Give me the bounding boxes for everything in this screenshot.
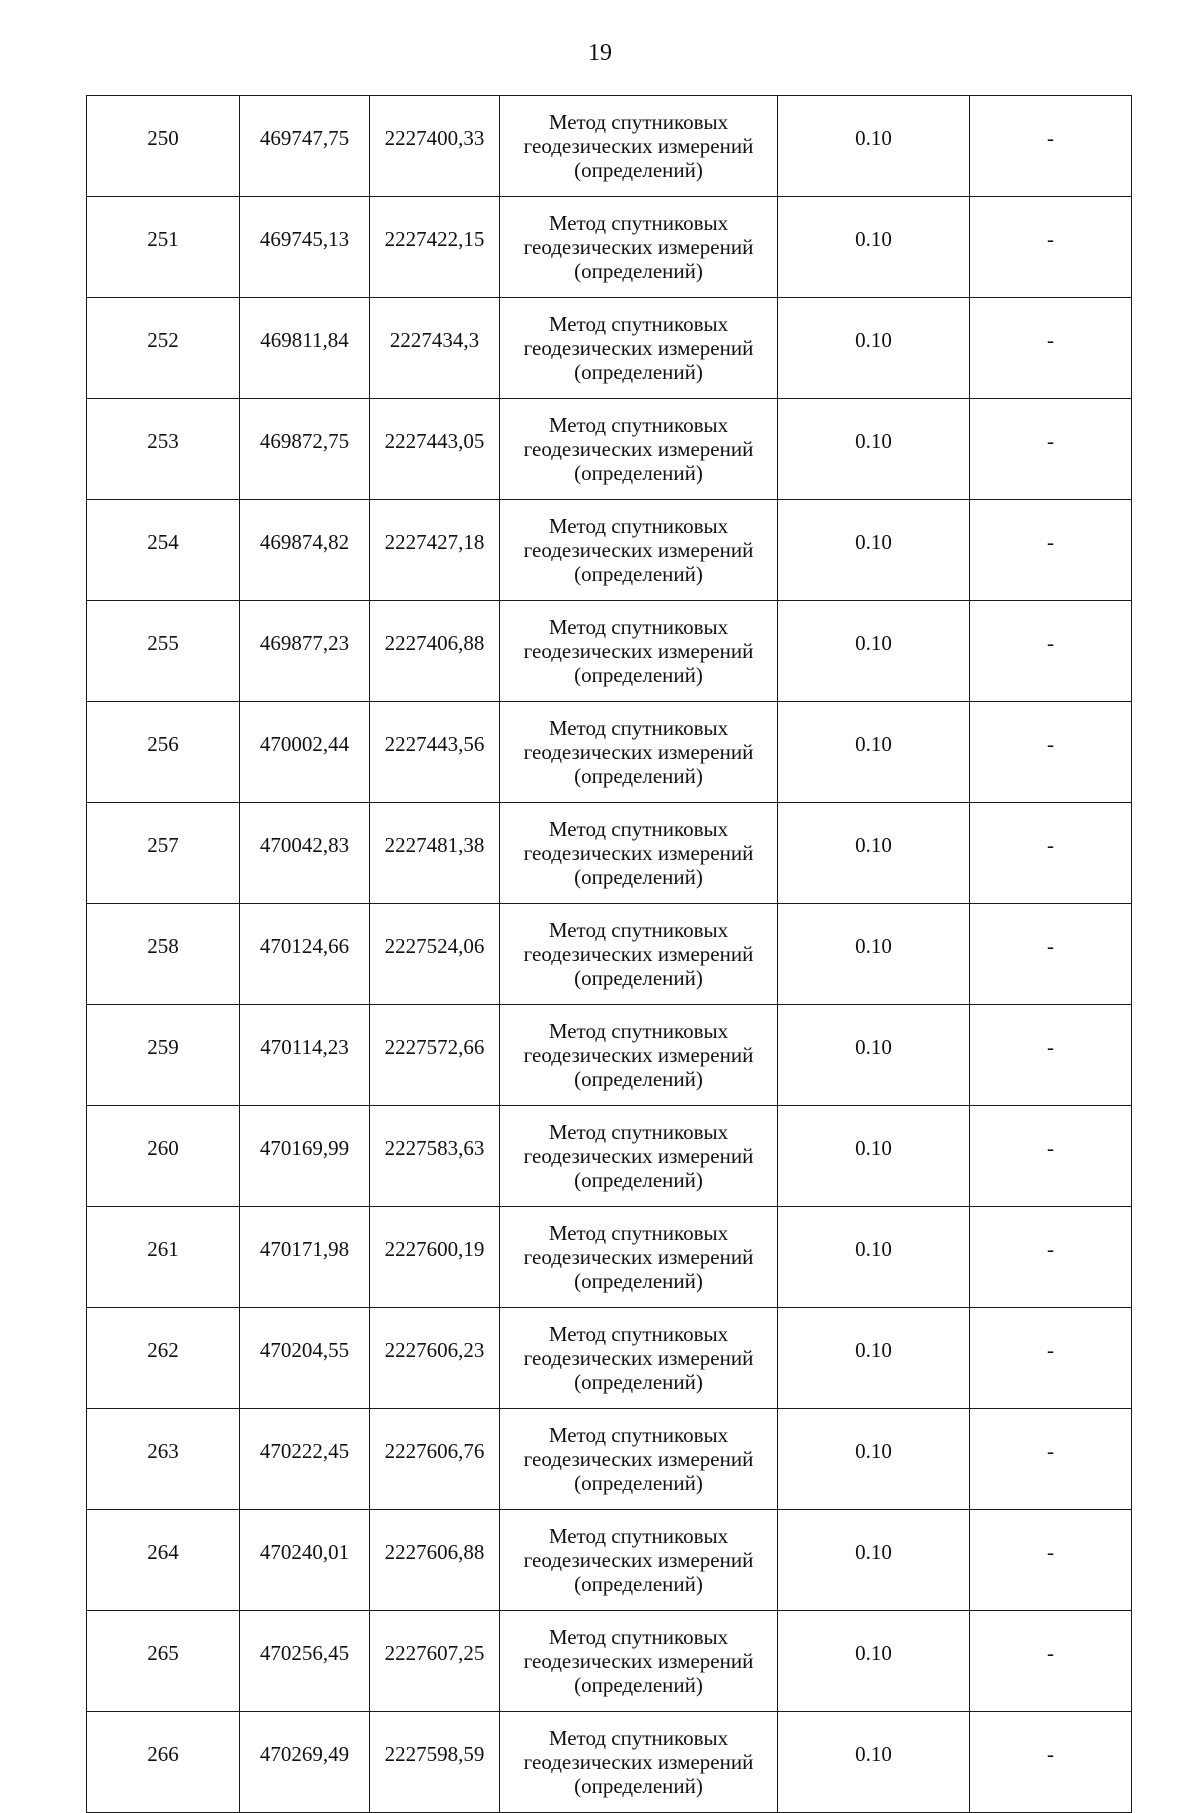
y-coordinate-cell: 2227443,56 bbox=[370, 702, 500, 803]
y-coordinate-cell: 2227583,63 bbox=[370, 1106, 500, 1207]
method-line: Метод спутниковых bbox=[548, 1019, 729, 1043]
method-cell bbox=[500, 298, 778, 399]
y-coordinate-cell: 2227524,06 bbox=[370, 904, 500, 1005]
point-number-cell: 257 bbox=[87, 803, 240, 904]
method-line: (определений) bbox=[574, 1471, 703, 1495]
method-line: геодезических измерений bbox=[523, 1548, 754, 1572]
table-row bbox=[87, 702, 1132, 803]
accuracy-cell: 0.10 bbox=[778, 399, 970, 500]
method-line: Метод спутниковых bbox=[548, 1423, 729, 1447]
x-coordinate-cell: 469745,13 bbox=[240, 197, 370, 298]
extra-cell: - bbox=[970, 601, 1132, 702]
point-number-cell: 261 bbox=[87, 1207, 240, 1308]
x-coordinate-cell: 470042,83 bbox=[240, 803, 370, 904]
x-coordinate-cell: 470204,55 bbox=[240, 1308, 370, 1409]
method-line: Метод спутниковых bbox=[548, 817, 729, 841]
method-line: геодезических измерений bbox=[523, 1346, 754, 1370]
table-row bbox=[87, 96, 1132, 197]
point-number-cell: 256 bbox=[87, 702, 240, 803]
table-row bbox=[87, 1510, 1132, 1611]
method-cell bbox=[500, 1005, 778, 1106]
y-coordinate-cell: 2227606,23 bbox=[370, 1308, 500, 1409]
method-line: (определений) bbox=[574, 259, 703, 283]
accuracy-cell: 0.10 bbox=[778, 601, 970, 702]
point-number-cell: 264 bbox=[87, 1510, 240, 1611]
method-line: геодезических измерений bbox=[523, 1750, 754, 1774]
method-line: Метод спутниковых bbox=[548, 413, 729, 437]
method-cell bbox=[500, 601, 778, 702]
extra-cell: - bbox=[970, 298, 1132, 399]
extra-cell: - bbox=[970, 1005, 1132, 1106]
point-number-cell: 259 bbox=[87, 1005, 240, 1106]
point-number-cell: 266 bbox=[87, 1712, 240, 1813]
method-line: геодезических измерений bbox=[523, 841, 754, 865]
table-row bbox=[87, 1712, 1132, 1813]
point-number-cell: 255 bbox=[87, 601, 240, 702]
method-cell bbox=[500, 702, 778, 803]
method-line: (определений) bbox=[574, 865, 703, 889]
x-coordinate-cell: 470002,44 bbox=[240, 702, 370, 803]
y-coordinate-cell: 2227600,19 bbox=[370, 1207, 500, 1308]
method-cell bbox=[500, 1409, 778, 1510]
extra-cell: - bbox=[970, 1106, 1132, 1207]
method-line: (определений) bbox=[574, 1168, 703, 1192]
method-line: (определений) bbox=[574, 1673, 703, 1697]
method-line: Метод спутниковых bbox=[548, 1120, 729, 1144]
method-cell bbox=[500, 1308, 778, 1409]
accuracy-cell: 0.10 bbox=[778, 1005, 970, 1106]
point-number-cell: 265 bbox=[87, 1611, 240, 1712]
accuracy-cell: 0.10 bbox=[778, 1308, 970, 1409]
method-line: (определений) bbox=[574, 1370, 703, 1394]
method-line: (определений) bbox=[574, 158, 703, 182]
table-row bbox=[87, 1106, 1132, 1207]
table-row bbox=[87, 1409, 1132, 1510]
method-line: (определений) bbox=[574, 663, 703, 687]
accuracy-cell: 0.10 bbox=[778, 1409, 970, 1510]
table-row bbox=[87, 399, 1132, 500]
x-coordinate-cell: 470269,49 bbox=[240, 1712, 370, 1813]
method-line: Метод спутниковых bbox=[548, 110, 729, 134]
accuracy-cell: 0.10 bbox=[778, 904, 970, 1005]
method-line: геодезических измерений bbox=[523, 639, 754, 663]
y-coordinate-cell: 2227422,15 bbox=[370, 197, 500, 298]
method-cell bbox=[500, 1106, 778, 1207]
method-line: (определений) bbox=[574, 461, 703, 485]
y-coordinate-cell: 2227400,33 bbox=[370, 96, 500, 197]
method-line: геодезических измерений bbox=[523, 437, 754, 461]
table-row bbox=[87, 1611, 1132, 1712]
point-number-cell: 260 bbox=[87, 1106, 240, 1207]
method-line: Метод спутниковых bbox=[548, 1524, 729, 1548]
table-row bbox=[87, 197, 1132, 298]
y-coordinate-cell: 2227406,88 bbox=[370, 601, 500, 702]
extra-cell: - bbox=[970, 197, 1132, 298]
table-row bbox=[87, 904, 1132, 1005]
y-coordinate-cell: 2227598,59 bbox=[370, 1712, 500, 1813]
method-cell bbox=[500, 500, 778, 601]
extra-cell: - bbox=[970, 1611, 1132, 1712]
extra-cell: - bbox=[970, 399, 1132, 500]
accuracy-cell: 0.10 bbox=[778, 702, 970, 803]
accuracy-cell: 0.10 bbox=[778, 500, 970, 601]
accuracy-cell: 0.10 bbox=[778, 1207, 970, 1308]
method-line: (определений) bbox=[574, 764, 703, 788]
extra-cell: - bbox=[970, 1510, 1132, 1611]
point-number-cell: 262 bbox=[87, 1308, 240, 1409]
method-line: геодезических измерений bbox=[523, 1649, 754, 1673]
accuracy-cell: 0.10 bbox=[778, 803, 970, 904]
method-cell bbox=[500, 1207, 778, 1308]
method-line: Метод спутниковых bbox=[548, 1221, 729, 1245]
method-line: геодезических измерений bbox=[523, 942, 754, 966]
method-line: (определений) bbox=[574, 562, 703, 586]
method-line: (определений) bbox=[574, 1067, 703, 1091]
method-line: Метод спутниковых bbox=[548, 312, 729, 336]
y-coordinate-cell: 2227481,38 bbox=[370, 803, 500, 904]
method-line: Метод спутниковых bbox=[548, 716, 729, 740]
method-cell bbox=[500, 399, 778, 500]
y-coordinate-cell: 2227606,76 bbox=[370, 1409, 500, 1510]
x-coordinate-cell: 469877,23 bbox=[240, 601, 370, 702]
method-cell bbox=[500, 803, 778, 904]
x-coordinate-cell: 469811,84 bbox=[240, 298, 370, 399]
table-row bbox=[87, 1005, 1132, 1106]
method-line: геодезических измерений bbox=[523, 740, 754, 764]
method-line: Метод спутниковых bbox=[548, 211, 729, 235]
method-line: Метод спутниковых bbox=[548, 615, 729, 639]
y-coordinate-cell: 2227443,05 bbox=[370, 399, 500, 500]
x-coordinate-cell: 469747,75 bbox=[240, 96, 370, 197]
x-coordinate-cell: 470256,45 bbox=[240, 1611, 370, 1712]
method-line: геодезических измерений bbox=[523, 1144, 754, 1168]
coordinates-table-body bbox=[87, 96, 1132, 1813]
accuracy-cell: 0.10 bbox=[778, 1106, 970, 1207]
extra-cell: - bbox=[970, 1308, 1132, 1409]
method-line: геодезических измерений bbox=[523, 1447, 754, 1471]
coordinates-table bbox=[86, 95, 1132, 1813]
y-coordinate-cell: 2227607,25 bbox=[370, 1611, 500, 1712]
extra-cell: - bbox=[970, 96, 1132, 197]
method-line: Метод спутниковых bbox=[548, 1726, 729, 1750]
y-coordinate-cell: 2227606,88 bbox=[370, 1510, 500, 1611]
page-number: 19 bbox=[588, 40, 612, 66]
extra-cell: - bbox=[970, 702, 1132, 803]
method-line: Метод спутниковых bbox=[548, 918, 729, 942]
method-cell bbox=[500, 197, 778, 298]
extra-cell: - bbox=[970, 1207, 1132, 1308]
x-coordinate-cell: 470114,23 bbox=[240, 1005, 370, 1106]
x-coordinate-cell: 470222,45 bbox=[240, 1409, 370, 1510]
accuracy-cell: 0.10 bbox=[778, 96, 970, 197]
method-line: (определений) bbox=[574, 1774, 703, 1798]
accuracy-cell: 0.10 bbox=[778, 298, 970, 399]
table-row bbox=[87, 1207, 1132, 1308]
x-coordinate-cell: 470124,66 bbox=[240, 904, 370, 1005]
y-coordinate-cell: 2227427,18 bbox=[370, 500, 500, 601]
method-line: Метод спутниковых bbox=[548, 1625, 729, 1649]
y-coordinate-cell: 2227572,66 bbox=[370, 1005, 500, 1106]
method-line: геодезических измерений bbox=[523, 1043, 754, 1067]
y-coordinate-cell: 2227434,3 bbox=[370, 298, 500, 399]
method-line: (определений) bbox=[574, 360, 703, 384]
accuracy-cell: 0.10 bbox=[778, 1510, 970, 1611]
method-line: геодезических измерений bbox=[523, 134, 754, 158]
method-cell bbox=[500, 96, 778, 197]
extra-cell: - bbox=[970, 904, 1132, 1005]
point-number-cell: 250 bbox=[87, 96, 240, 197]
accuracy-cell: 0.10 bbox=[778, 197, 970, 298]
point-number-cell: 252 bbox=[87, 298, 240, 399]
extra-cell: - bbox=[970, 500, 1132, 601]
x-coordinate-cell: 469874,82 bbox=[240, 500, 370, 601]
accuracy-cell: 0.10 bbox=[778, 1712, 970, 1813]
method-line: (определений) bbox=[574, 1572, 703, 1596]
method-line: (определений) bbox=[574, 966, 703, 990]
point-number-cell: 258 bbox=[87, 904, 240, 1005]
method-line: геодезических измерений bbox=[523, 336, 754, 360]
table-row bbox=[87, 601, 1132, 702]
method-line: геодезических измерений bbox=[523, 1245, 754, 1269]
method-line: Метод спутниковых bbox=[548, 514, 729, 538]
x-coordinate-cell: 470169,99 bbox=[240, 1106, 370, 1207]
x-coordinate-cell: 469872,75 bbox=[240, 399, 370, 500]
table-row bbox=[87, 803, 1132, 904]
method-cell bbox=[500, 904, 778, 1005]
method-line: геодезических измерений bbox=[523, 235, 754, 259]
table-row bbox=[87, 500, 1132, 601]
x-coordinate-cell: 470240,01 bbox=[240, 1510, 370, 1611]
point-number-cell: 254 bbox=[87, 500, 240, 601]
extra-cell: - bbox=[970, 1409, 1132, 1510]
x-coordinate-cell: 470171,98 bbox=[240, 1207, 370, 1308]
method-cell bbox=[500, 1611, 778, 1712]
method-line: Метод спутниковых bbox=[548, 1322, 729, 1346]
method-cell bbox=[500, 1712, 778, 1813]
table-row bbox=[87, 1308, 1132, 1409]
point-number-cell: 253 bbox=[87, 399, 240, 500]
method-line: геодезических измерений bbox=[523, 538, 754, 562]
table-row bbox=[87, 298, 1132, 399]
point-number-cell: 263 bbox=[87, 1409, 240, 1510]
accuracy-cell: 0.10 bbox=[778, 1611, 970, 1712]
method-line: (определений) bbox=[574, 1269, 703, 1293]
method-cell bbox=[500, 1510, 778, 1611]
extra-cell: - bbox=[970, 803, 1132, 904]
point-number-cell: 251 bbox=[87, 197, 240, 298]
extra-cell: - bbox=[970, 1712, 1132, 1813]
